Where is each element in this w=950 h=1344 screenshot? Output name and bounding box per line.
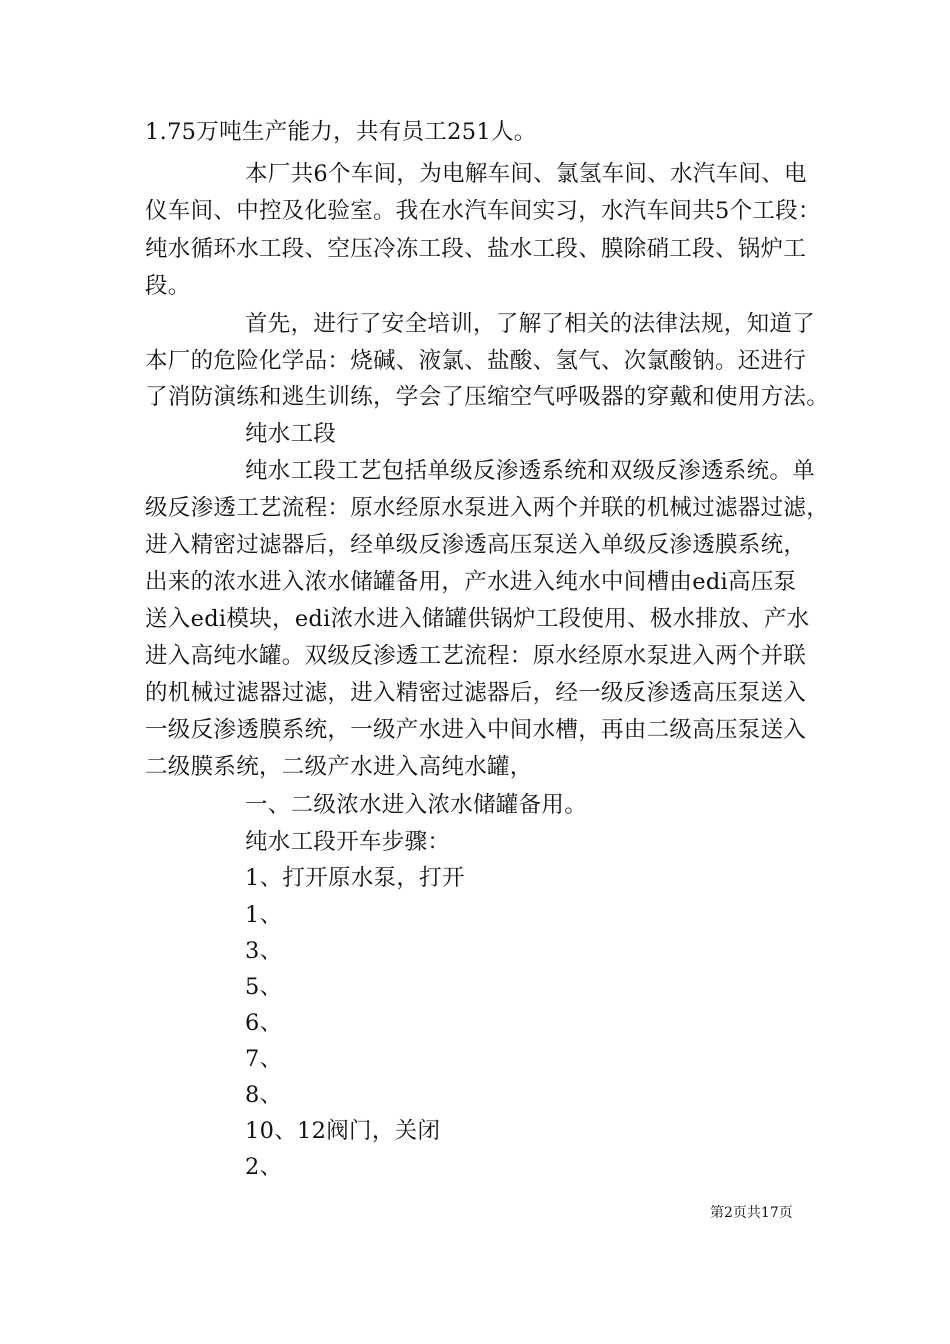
section-heading: 纯水工段 [245,421,337,447]
text-line: 段。 [145,273,191,299]
text-line: 仪车间、中控及化验室。我在水汽车间实习，水汽车间共5个工段： [145,198,821,224]
text-line: 送入edi模块，edi浓水进入储罐供锅炉工段使用、极水排放、产水 [145,606,810,632]
text-line: 纯水循环水工段、空压冷冻工段、盐水工段、膜除硝工段、锅炉工 [145,236,807,262]
text-line: 纯水工段开车步骤： [245,829,451,855]
list-item: 6、 [245,1010,283,1036]
list-item: 1、 [245,902,283,928]
text-line: 出来的浓水进入浓水储罐备用，产水进入纯水中间槽由edi高压泵 [145,569,797,595]
text-line: 首先，进行了安全培训，了解了相关的法律法规，知道了 [245,311,816,337]
text-line: 的机械过滤器过滤，进入精密过滤器后，经一级反渗透高压泵送入 [145,680,807,706]
list-item: 8、 [245,1082,283,1108]
page-number: 第2页共17页 [710,1205,793,1221]
text-line: 一级反渗透膜系统，一级产水进入中间水槽，再由二级高压泵送入 [145,717,807,743]
text-line: 本厂共6个车间，为电解车间、氯氢车间、水汽车间、电 [245,161,807,187]
text-line: 纯水工段工艺包括单级反渗透系统和双级反渗透系统。单 [245,458,816,484]
text-line: 了消防演练和逃生训练，学会了压缩空气呼吸器的穿戴和使用方法。 [145,384,830,410]
text-line: 进入精密过滤器后，经单级反渗透高压泵送入单级反渗透膜系统， [145,532,807,558]
text-line: 二级膜系统，二级产水进入高纯水罐， [145,754,533,780]
list-item: 2、 [245,1154,283,1180]
text-line: 一、二级浓水进入浓水储罐备用。 [245,792,588,818]
list-item: 7、 [245,1046,283,1072]
list-item: 3、 [245,938,283,964]
text-line: 1.75万吨生产能力，共有员工251人。 [145,119,537,145]
text-line: 进入高纯水罐。双级反渗透工艺流程：原水经原水泵进入两个并联 [145,643,807,669]
list-item: 5、 [245,974,283,1000]
list-item: 10、12阀门，关闭 [245,1118,441,1144]
list-item: 1、打开原水泵，打开 [245,865,465,891]
text-line: 级反渗透工艺流程：原水经原水泵进入两个并联的机械过滤器过滤， [145,495,830,521]
text-line: 本厂的危险化学品：烧碱、液氯、盐酸、氢气、次氯酸钠。还进行 [145,348,807,374]
